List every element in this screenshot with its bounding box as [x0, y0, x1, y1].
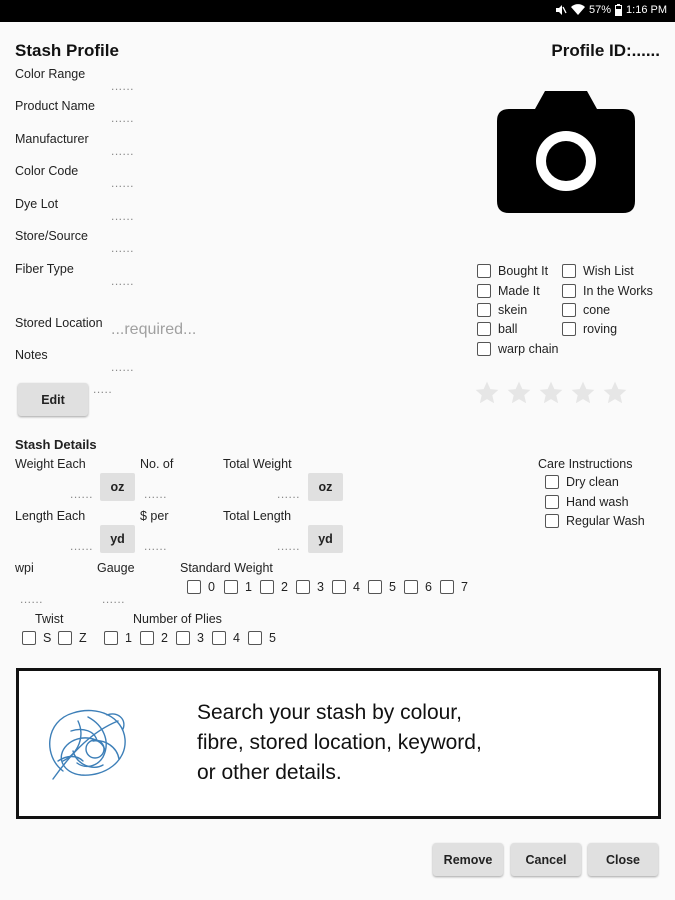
total-weight-label: Total Weight: [223, 457, 292, 471]
checkbox-box[interactable]: [368, 580, 382, 594]
stored-location-input[interactable]: ...required...: [111, 321, 197, 338]
checkbox-label: Hand wash: [566, 495, 629, 509]
search-banner-text: [197, 698, 637, 788]
checkbox-box[interactable]: [176, 631, 190, 645]
plies-4[interactable]: [212, 631, 240, 645]
checkbox-label: Dry clean: [566, 475, 619, 489]
checkbox-label: 3: [317, 580, 324, 594]
wish-list-checkbox[interactable]: [562, 264, 634, 278]
checkbox-box[interactable]: [477, 342, 491, 356]
star-icon[interactable]: [506, 380, 532, 406]
total-weight-value: ......: [277, 487, 301, 501]
checkbox-box[interactable]: [562, 284, 576, 298]
roving-checkbox[interactable]: [562, 322, 617, 336]
checkbox-box[interactable]: [440, 580, 454, 594]
checkbox-box[interactable]: [477, 303, 491, 317]
no-of-label: No. of: [140, 457, 174, 471]
checkbox-box[interactable]: [104, 631, 118, 645]
edit-button[interactable]: Edit: [18, 383, 88, 416]
checkbox-box[interactable]: [332, 580, 346, 594]
gauge-value[interactable]: ......: [102, 592, 126, 606]
checkbox-box[interactable]: [477, 284, 491, 298]
color-range-label: Color Range: [15, 67, 86, 81]
checkbox-label: 7: [461, 580, 468, 594]
checkbox-label: 5: [389, 580, 396, 594]
checkbox-label: In the Works: [583, 284, 653, 298]
checkbox-label: cone: [583, 303, 611, 317]
plies-5[interactable]: [248, 631, 276, 645]
product-name-value[interactable]: ......: [111, 111, 135, 125]
color-code-label: Color Code: [15, 164, 79, 178]
care-dry-clean[interactable]: [545, 475, 619, 489]
checkbox-box[interactable]: [477, 322, 491, 336]
star-icon[interactable]: [538, 380, 564, 406]
checkbox-label: skein: [498, 303, 528, 317]
twist-s[interactable]: [22, 631, 51, 645]
dye-lot-value[interactable]: ......: [111, 209, 135, 223]
search-banner[interactable]: [16, 668, 661, 819]
checkbox-label: S: [43, 631, 52, 645]
skein-checkbox[interactable]: [477, 303, 527, 317]
profile-id: Profile ID:......: [551, 41, 660, 60]
checkbox-box[interactable]: [22, 631, 36, 645]
twist-z[interactable]: [58, 631, 87, 645]
banner-line: Search your stash by colour,: [197, 701, 462, 724]
plies-2[interactable]: [140, 631, 168, 645]
standard-weight-6[interactable]: [404, 580, 432, 594]
dollar-per-value[interactable]: ......: [144, 539, 168, 553]
checkbox-box[interactable]: [296, 580, 310, 594]
checkbox-box[interactable]: [545, 475, 559, 489]
checkbox-box[interactable]: [404, 580, 418, 594]
checkbox-box[interactable]: [212, 631, 226, 645]
store-source-value[interactable]: ......: [111, 241, 135, 255]
yarn-logo-icon: [33, 691, 143, 791]
care-regular-wash[interactable]: [545, 514, 645, 528]
color-code-value[interactable]: ......: [111, 176, 135, 190]
fiber-type-value[interactable]: ......: [111, 274, 135, 288]
ball-checkbox[interactable]: [477, 322, 517, 336]
checkbox-box[interactable]: [140, 631, 154, 645]
status-bar: [0, 0, 675, 22]
standard-weight-4[interactable]: [332, 580, 360, 594]
checkbox-box[interactable]: [545, 514, 559, 528]
gauge-label: Gauge: [97, 561, 135, 575]
checkbox-label: Made It: [498, 284, 540, 298]
remove-button[interactable]: Remove: [433, 843, 503, 876]
wpi-label: wpi: [15, 561, 34, 575]
plies-1[interactable]: [104, 631, 132, 645]
length-unit-yd[interactable]: yd: [100, 525, 135, 553]
checkbox-box[interactable]: [187, 580, 201, 594]
checkbox-box[interactable]: [477, 264, 491, 278]
made-it-checkbox[interactable]: [477, 284, 540, 298]
total-length-label: Total Length: [223, 509, 292, 523]
dye-lot-label: Dye Lot: [15, 197, 59, 211]
checkbox-label: 3: [197, 631, 204, 645]
checkbox-label: 1: [125, 631, 132, 645]
mute-icon: [555, 4, 567, 16]
color-range-value[interactable]: ......: [111, 79, 135, 93]
care-instructions-title: Care Instructions: [538, 457, 633, 471]
length-each-label: Length Each: [15, 509, 86, 523]
battery-percent: 57%: [589, 4, 612, 16]
standard-weight-7[interactable]: [440, 580, 468, 594]
checkbox-box[interactable]: [562, 303, 576, 317]
checkbox-label: Regular Wash: [566, 514, 645, 528]
store-source-label: Store/Source: [15, 229, 88, 243]
stash-details-title: Stash Details: [15, 437, 97, 452]
manufacturer-label: Manufacturer: [15, 132, 89, 146]
star-icon[interactable]: [602, 380, 628, 406]
notes-label: Notes: [15, 348, 48, 362]
star-icon[interactable]: [570, 380, 596, 406]
standard-weight-1[interactable]: [224, 580, 252, 594]
length-each-value[interactable]: ......: [70, 539, 94, 553]
weight-each-value[interactable]: ......: [70, 487, 94, 501]
checkbox-box[interactable]: [248, 631, 262, 645]
banner-line: or other details.: [197, 761, 342, 784]
standard-weight-label: Standard Weight: [180, 561, 273, 575]
warp-chain-checkbox[interactable]: [477, 342, 558, 356]
no-of-value[interactable]: ......: [144, 487, 168, 501]
checkbox-box[interactable]: [545, 495, 559, 509]
checkbox-label: ball: [498, 322, 518, 336]
total-weight-unit-oz[interactable]: oz: [308, 473, 343, 501]
star-icon[interactable]: [474, 380, 500, 406]
banner-line: fibre, stored location, keyword,: [197, 731, 482, 754]
twist-label: Twist: [35, 612, 64, 626]
cone-checkbox[interactable]: [562, 303, 610, 317]
checkbox-label: 4: [353, 580, 360, 594]
checkbox-label: Z: [79, 631, 87, 645]
weight-unit-oz[interactable]: oz: [100, 473, 135, 501]
page-title: Stash Profile: [15, 41, 119, 60]
clock: 1:16 PM: [626, 4, 667, 16]
checkbox-label: 0: [208, 580, 215, 594]
standard-weight-3[interactable]: [296, 580, 324, 594]
checkbox-label: warp chain: [498, 342, 559, 356]
rating-bar[interactable]: [474, 380, 628, 406]
checkbox-label: 4: [233, 631, 240, 645]
checkbox-label: roving: [583, 322, 618, 336]
stored-location-label: Stored Location: [15, 316, 103, 330]
product-name-label: Product Name: [15, 99, 95, 113]
close-button[interactable]: Close: [588, 843, 658, 876]
weight-each-label: Weight Each: [15, 457, 86, 471]
notes-value[interactable]: ......: [111, 360, 135, 374]
checkbox-box[interactable]: [562, 322, 576, 336]
checkbox-box[interactable]: [562, 264, 576, 278]
checkbox-label: 1: [245, 580, 252, 594]
checkbox-box[interactable]: [260, 580, 274, 594]
standard-weight-2[interactable]: [260, 580, 288, 594]
checkbox-box[interactable]: [58, 631, 72, 645]
total-length-unit-yd[interactable]: yd: [308, 525, 343, 553]
checkbox-label: Bought It: [498, 264, 549, 278]
dollar-per-label: $ per: [140, 509, 169, 523]
standard-weight-0[interactable]: [187, 580, 215, 594]
fiber-type-label: Fiber Type: [15, 262, 74, 276]
checkbox-label: 2: [281, 580, 288, 594]
checkbox-box[interactable]: [224, 580, 238, 594]
wpi-value[interactable]: ......: [20, 592, 44, 606]
plies-3[interactable]: [176, 631, 204, 645]
checkbox-label: 6: [425, 580, 432, 594]
camera-icon[interactable]: [497, 89, 635, 220]
checkbox-label: 5: [269, 631, 276, 645]
battery-icon: [615, 4, 622, 16]
checkbox-label: 2: [161, 631, 168, 645]
checkbox-label: Wish List: [583, 264, 634, 278]
total-length-value: ......: [277, 539, 301, 553]
standard-weight-5[interactable]: [368, 580, 396, 594]
manufacturer-value[interactable]: ......: [111, 144, 135, 158]
plies-label: Number of Plies: [133, 612, 222, 626]
edit-dots: .....: [93, 382, 113, 396]
cancel-button[interactable]: Cancel: [511, 843, 581, 876]
wifi-icon: [571, 4, 585, 16]
in-the-works-checkbox[interactable]: [562, 284, 653, 298]
bought-it-checkbox[interactable]: [477, 264, 548, 278]
care-hand-wash[interactable]: [545, 495, 629, 509]
